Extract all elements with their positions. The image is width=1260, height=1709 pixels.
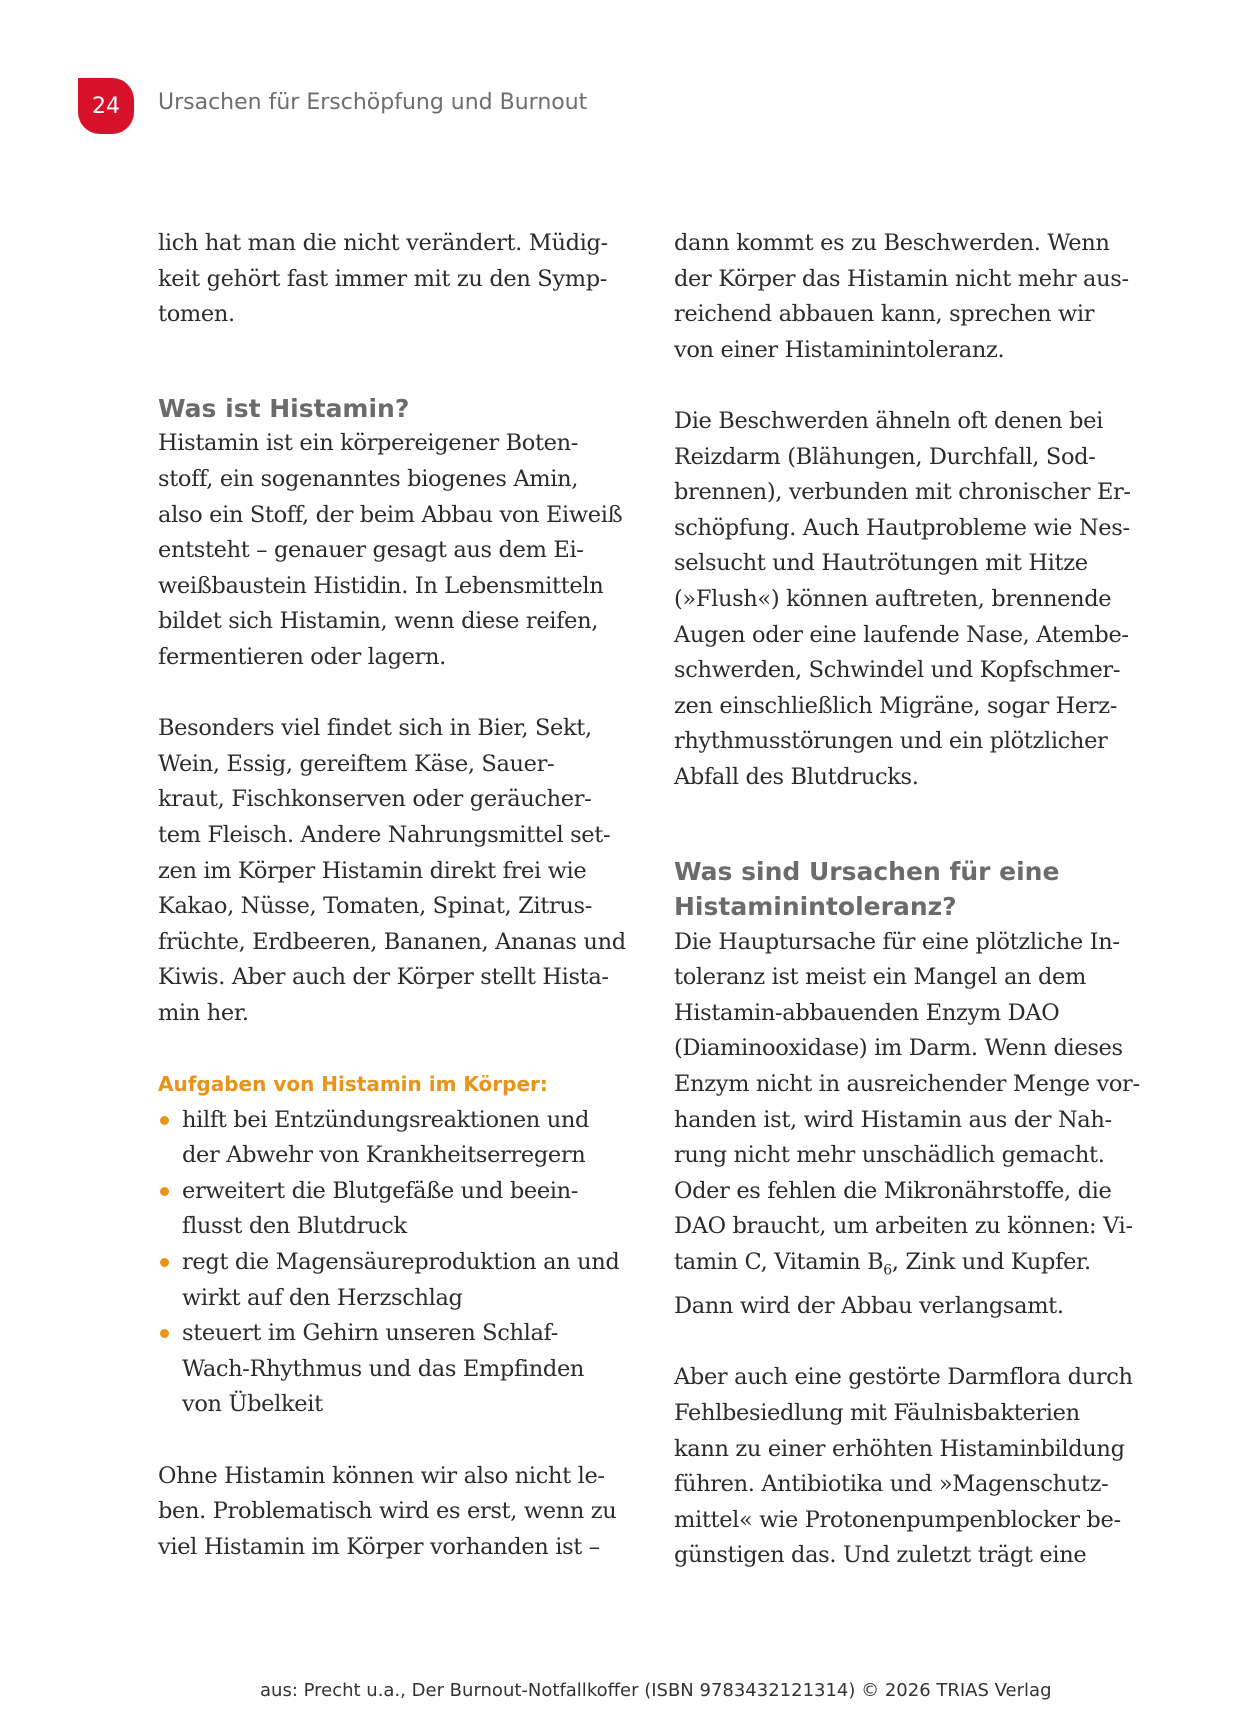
bullet-dot-icon [160,1187,169,1196]
subheading-aufgaben: Aufgaben von Histamin im Körper: [158,1072,548,1097]
bullet-dot-icon [160,1258,169,1267]
section-heading-ursachen: Was sind Ursachen für eine Histaminintoleranz? [674,856,1060,922]
source-footer: aus: Precht u.a., Der Burnout-Notfallkoffer (ISBN 9783432121314) © 2026 TRIAS Verlag [260,1680,1052,1701]
paragraph-beschwerden: dann kommt es zu Beschwerden. Wenn der Körper das Histamin nicht mehr aus- reichend abbauen kann, sprechen wir von einer Histaminintoleranz. [674,230,1129,363]
paragraph-histamin-foods: Besonders viel findet sich in Bier, Sekt, Wein, Essig, gereiftem Käse, Sauer- kraut, Fischkonserven oder geräucher- tem Fleisch. Andere Nahrungsmittel set- zen im Körper Histamin direkt frei wie Kakao, Nüsse, Tomaten, Spinat, Zitrus- früchte, Erdbeeren, Bananen, Ananas und Kiwis. Aber auch der Körper stellt Hista- min her. [158,715,626,1026]
bullet-dot-icon [160,1329,169,1338]
paragraph-histamin-definition: Histamin ist ein körpereigener Boten- stoff, ein sogenanntes biogenes Amin, also ein Stoff, der beim Abbau von Eiweiß entsteht – genauer gesagt aus dem Ei- weißbaustein Histidin. In Lebensmitteln bildet sich Histamin, wenn diese reifen, fermentieren oder lagern. [158,430,623,670]
bullet-list-aufgaben [158,1103,648,1423]
page-number-badge: 24 [78,78,134,134]
running-title: Ursachen für Erschöpfung und Burnout [158,90,588,115]
list-item: hilft bei Entzündungsreaktionen und der Abwehr von Krankheitserregern [158,1103,648,1174]
paragraph-symptome: Die Beschwerden ähneln oft denen bei Reizdarm (Blähungen, Durchfall, Sod- brennen), verbunden mit chronischer Er- schöpfung. Auch Hautprobleme wie Nes- selsucht und Hautrötungen mit Hitze (»Flush«) können auftreten, brennende Augen oder eine laufende Nase, Atembe- schwerden, Schwindel und Kopfschmer- zen einschließlich Migräne, sogar Herz- rhythmusstörungen und ein plötzlicher Abfall des Blutdrucks. [674,407,1131,790]
left-column [158,226,648,1565]
paragraph-hauptursache: Die Hauptursache für eine plötzliche In- toleranz ist meist ein Mangel an dem Histamin-abbauenden Enzym DAO (Diaminooxidase) im Darm. Wenn dieses Enzym nicht in ausreichender Menge vor- handen ist, wird Histamin aus der Nah- rung nicht mehr unschädlich gemacht. Oder es fehlen die Mikronährstoffe, die DAO braucht, um arbeiten zu können: Vi- tamin C, Vitamin $B_6$, Zink und Kupfer. Dann wird der Abbau verlangsamt. [674,928,1140,1320]
right-column [674,226,1144,1574]
section-heading-histamin: Was ist Histamin? [158,393,410,423]
bullet-dot-icon [160,1116,169,1125]
list-item: steuert im Gehirn unseren Schlaf- Wach-Rhythmus und das Empfinden von Übelkeit [158,1316,648,1423]
paragraph-darmflora: Aber auch eine gestörte Darmflora durch Fehlbesiedlung mit Fäulnisbakterien kann zu einer erhöhten Histaminbildung führen. Antibiotika und »Magenschutz- mittel« wie Protonenpumpenblocker be- günstigen das. Und zuletzt trägt eine [674,1364,1133,1569]
list-item: regt die Magensäureproduktion an und wirkt auf den Herzschlag [158,1245,648,1316]
list-item: erweitert die Blutgefäße und beein- flusst den Blutdruck [158,1174,648,1245]
paragraph-ohne-histamin: Ohne Histamin können wir also nicht le- ben. Problematisch wird es erst, wenn zu viel Histamin im Körper vorhanden ist – [158,1462,617,1560]
intro-paragraph: lich hat man die nicht verändert. Müdig- keit gehört fast immer mit zu den Symp- tomen. [158,230,608,328]
